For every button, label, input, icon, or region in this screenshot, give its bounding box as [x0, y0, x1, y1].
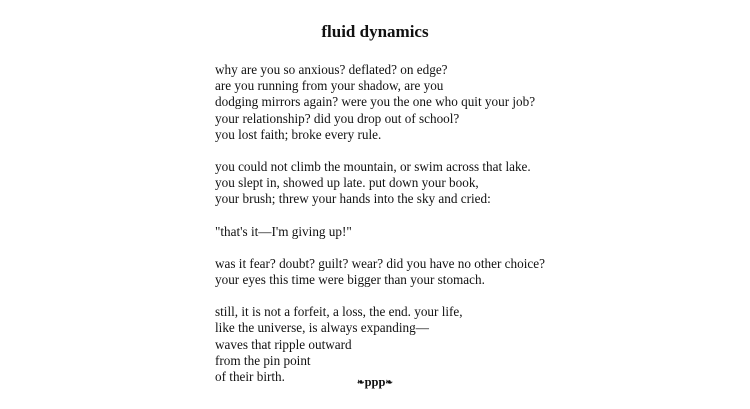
poem-line: your eyes this time were bigger than your stomach.: [215, 272, 485, 288]
signature-text: ppp: [364, 375, 386, 389]
poem-line: you slept in, showed up late. put down your book,: [215, 175, 479, 191]
poem-line: your relationship? did you drop out of school?: [215, 110, 460, 126]
stanza-5: [215, 304, 715, 385]
author-signature: [0, 375, 750, 390]
poem-line: "that's it—I'm giving up!": [215, 223, 352, 239]
poem-line: of their birth.: [215, 369, 285, 385]
stanza-3: [215, 224, 715, 240]
poem-line: was it fear? doubt? guilt? wear? did you have no other choice?: [215, 255, 545, 271]
poem-line: your brush; threw your hands into the sky and cried:: [215, 191, 491, 207]
stanza-2: [215, 159, 715, 208]
left-flourish-icon: ❧: [357, 377, 365, 387]
poem-line: why are you so anxious? deflated? on edge?: [215, 62, 448, 77]
poem-line: dodging mirrors again? were you the one who quit your job?: [215, 94, 536, 110]
poem-line: waves that ripple outward: [215, 336, 352, 352]
poem-title: fluid dynamics: [321, 22, 429, 41]
poem-line: from the pin point: [215, 352, 311, 368]
stanza-1: [215, 62, 715, 143]
stanza-4: [215, 256, 715, 288]
right-flourish-icon: ❧: [385, 377, 393, 387]
poem-line: like the universe, is always expanding—: [215, 320, 429, 336]
poem-line: still, it is not a forfeit, a loss, the end. your life,: [215, 304, 463, 320]
poem-line: you lost faith; broke every rule.: [215, 126, 382, 142]
poem-line: you could not climb the mountain, or swim across that lake.: [215, 159, 531, 175]
poem-body: [215, 62, 715, 401]
poem-line: are you running from your shadow, are you: [215, 78, 444, 94]
